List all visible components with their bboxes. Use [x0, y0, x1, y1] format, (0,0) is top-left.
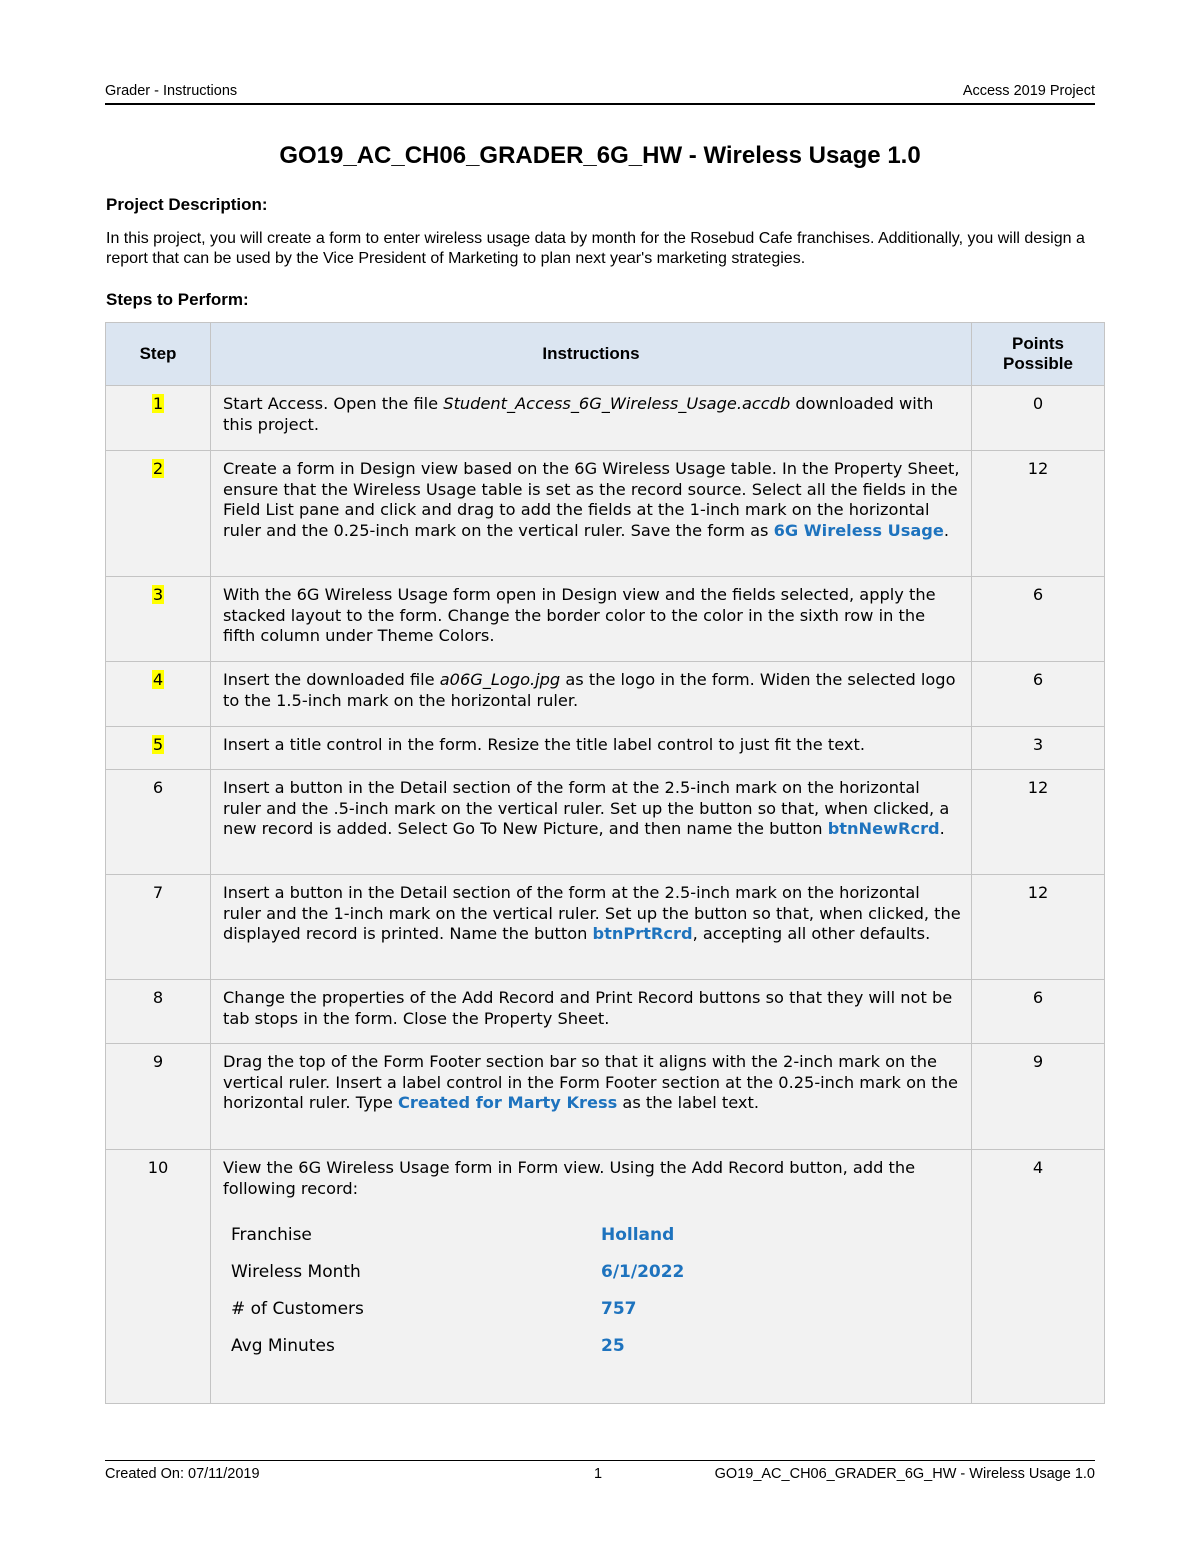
instruction-text: .: [939, 819, 945, 838]
instruction-text: With the 6G Wireless Usage form open in Design view and the fields selected, apply the stacked layout to the form. Change the border color to the color in the sixth row in the fifth column under Theme Colors.: [223, 585, 936, 645]
record-field: Wireless Month: [231, 1262, 361, 1282]
step-number-highlight: 2: [152, 459, 164, 478]
table-row: [106, 662, 1105, 727]
points-header-line2: Possible: [1003, 354, 1073, 373]
project-description-heading: Project Description:: [106, 195, 268, 214]
table-row: [106, 1044, 1105, 1150]
step-instructions: [211, 386, 972, 451]
table-row: [106, 727, 1105, 770]
instruction-text: Drag the top of the Form Footer section bar so that it aligns with the 2-inch mark on the vertical ruler. Insert a label control in the Form Footer section at the 0.25-inch mark on the horizontal ruler. Type: [223, 1052, 958, 1112]
table-row: [106, 770, 1105, 875]
table-row: [106, 577, 1105, 662]
step-points: 6: [972, 577, 1105, 662]
step-points: 6: [972, 980, 1105, 1044]
instruction-text: Insert a button in the Detail section of the form at the 2.5-inch mark on the horizontal ruler and the 1-inch mark on the vertical ruler. Set up the button so that, when clicked, the displayed record is printed. Name the button: [223, 883, 961, 943]
step-instructions: [211, 727, 972, 770]
step-number: 7: [106, 875, 211, 980]
instruction-emphasis: Created for Marty Kress: [398, 1093, 618, 1112]
record-row: [231, 1299, 684, 1336]
table-row: [106, 1150, 1105, 1404]
step-points: 12: [972, 875, 1105, 980]
record-table: [231, 1225, 684, 1373]
table-row: [106, 386, 1105, 451]
footer-doc-title: GO19_AC_CH06_GRADER_6G_HW - Wireless Usage 1.0: [714, 1466, 1095, 1482]
steps-heading: Steps to Perform:: [106, 290, 249, 309]
instruction-emphasis: btnNewRcrd: [827, 819, 940, 838]
project-description-text: In this project, you will create a form to enter wireless usage data by month for the Rosebud Cafe franchises. Additionally, you will design a report that can be used by the Vice President of Marketing to plan next year's marketing strategies.: [106, 230, 1085, 267]
step-instructions: [211, 1150, 972, 1404]
record-value: 25: [601, 1336, 625, 1356]
points-header-line1: Points: [1012, 334, 1064, 353]
instruction-text: , accepting all other defaults.: [692, 924, 931, 943]
page-title: GO19_AC_CH06_GRADER_6G_HW - Wireless Usage 1.0: [279, 142, 921, 169]
footer-created-on: Created On: 07/11/2019: [105, 1466, 260, 1482]
instruction-filename: a06G_Logo.jpg: [439, 670, 561, 689]
instruction-text: Insert the downloaded file: [223, 670, 440, 689]
record-value: Holland: [601, 1225, 675, 1245]
record-value: 6/1/2022: [601, 1262, 685, 1282]
record-value: 757: [601, 1299, 637, 1319]
table-row: [106, 980, 1105, 1044]
instruction-text: Create a form in Design view based on the 6G Wireless Usage table. In the Property Sheet, ensure that the Wireless Usage table is set as the record source. Select all the fields in the Field List pane and click and drag to add the fields at the 1-inch mark on the horizontal ruler and the 0.25-inch mark on the vertical ruler. Save the form as: [223, 459, 960, 540]
header-right: Access 2019 Project: [962, 83, 1095, 99]
record-row: [231, 1225, 684, 1262]
instruction-text: .: [943, 520, 950, 540]
step-number: 9: [106, 1044, 211, 1150]
instruction-text: downloaded with this project.: [223, 394, 934, 434]
step-instructions: [211, 980, 972, 1044]
record-field: Franchise: [231, 1225, 312, 1245]
instruction-text: View the 6G Wireless Usage form in Form view. Using the Add Record button, add the following record:: [223, 1158, 916, 1198]
column-header-points: [972, 323, 1105, 386]
step-number-highlight: 4: [152, 670, 164, 689]
step-points: 12: [972, 451, 1105, 577]
step-number: 6: [106, 770, 211, 875]
step-instructions: [211, 875, 972, 980]
instruction-text: Change the properties of the Add Record and Print Record buttons so that they will not be tab stops in the form. Close the Property Sheet.: [223, 988, 953, 1028]
header-left: Grader - Instructions: [105, 83, 238, 99]
table-header-row: [106, 323, 1105, 386]
document-page: [105, 0, 1104, 1553]
footer-page-number: 1: [594, 1466, 603, 1482]
step-instructions: [211, 451, 972, 577]
record-row: [231, 1336, 684, 1373]
instruction-emphasis: btnPrtRcrd: [592, 924, 693, 943]
step-instructions: [211, 1044, 972, 1150]
step-number: [106, 386, 211, 451]
instruction-emphasis: 6G Wireless Usage: [773, 520, 944, 540]
step-points: 0: [972, 386, 1105, 451]
step-number: [106, 577, 211, 662]
page-footer: [105, 1460, 1095, 1485]
step-number-highlight: 3: [152, 585, 164, 604]
instruction-text: as the label text.: [617, 1093, 759, 1112]
record-field: Avg Minutes: [231, 1336, 335, 1356]
step-number: 8: [106, 980, 211, 1044]
steps-table: [105, 322, 1105, 1404]
step-points: 4: [972, 1150, 1105, 1404]
step-number: [106, 662, 211, 727]
column-header-step: Step: [106, 323, 211, 386]
step-instructions: [211, 662, 972, 727]
instruction-text: Insert a title control in the form. Resize the title label control to just fit the text.: [223, 735, 865, 754]
instruction-text: Insert a button in the Detail section of the form at the 2.5-inch mark on the horizontal ruler and the .5-inch mark on the vertical ruler. Set up the button so that, when clicked, a new record is added. Select Go To New Picture, and then name the button: [223, 778, 950, 838]
step-points: 6: [972, 662, 1105, 727]
step-number-highlight: 5: [152, 735, 164, 754]
step-number: 10: [106, 1150, 211, 1404]
step-number: [106, 727, 211, 770]
step-points: 3: [972, 727, 1105, 770]
column-header-instructions: Instructions: [211, 323, 972, 386]
table-row: [106, 875, 1105, 980]
step-points: 9: [972, 1044, 1105, 1150]
step-instructions: [211, 770, 972, 875]
instruction-text: as the logo in the form. Widen the selected logo to the 1.5-inch mark on the horizontal ruler.: [223, 670, 956, 710]
instruction-filename: Student_Access_6G_Wireless_Usage.accdb: [443, 394, 791, 413]
table-row: [106, 451, 1105, 577]
step-number: [106, 451, 211, 577]
record-field: # of Customers: [231, 1299, 364, 1319]
instruction-text: Start Access. Open the file: [223, 394, 444, 413]
page-header: [105, 83, 1095, 105]
step-instructions: [211, 577, 972, 662]
record-row: [231, 1262, 684, 1299]
step-points: 12: [972, 770, 1105, 875]
step-number-highlight: 1: [152, 394, 164, 413]
